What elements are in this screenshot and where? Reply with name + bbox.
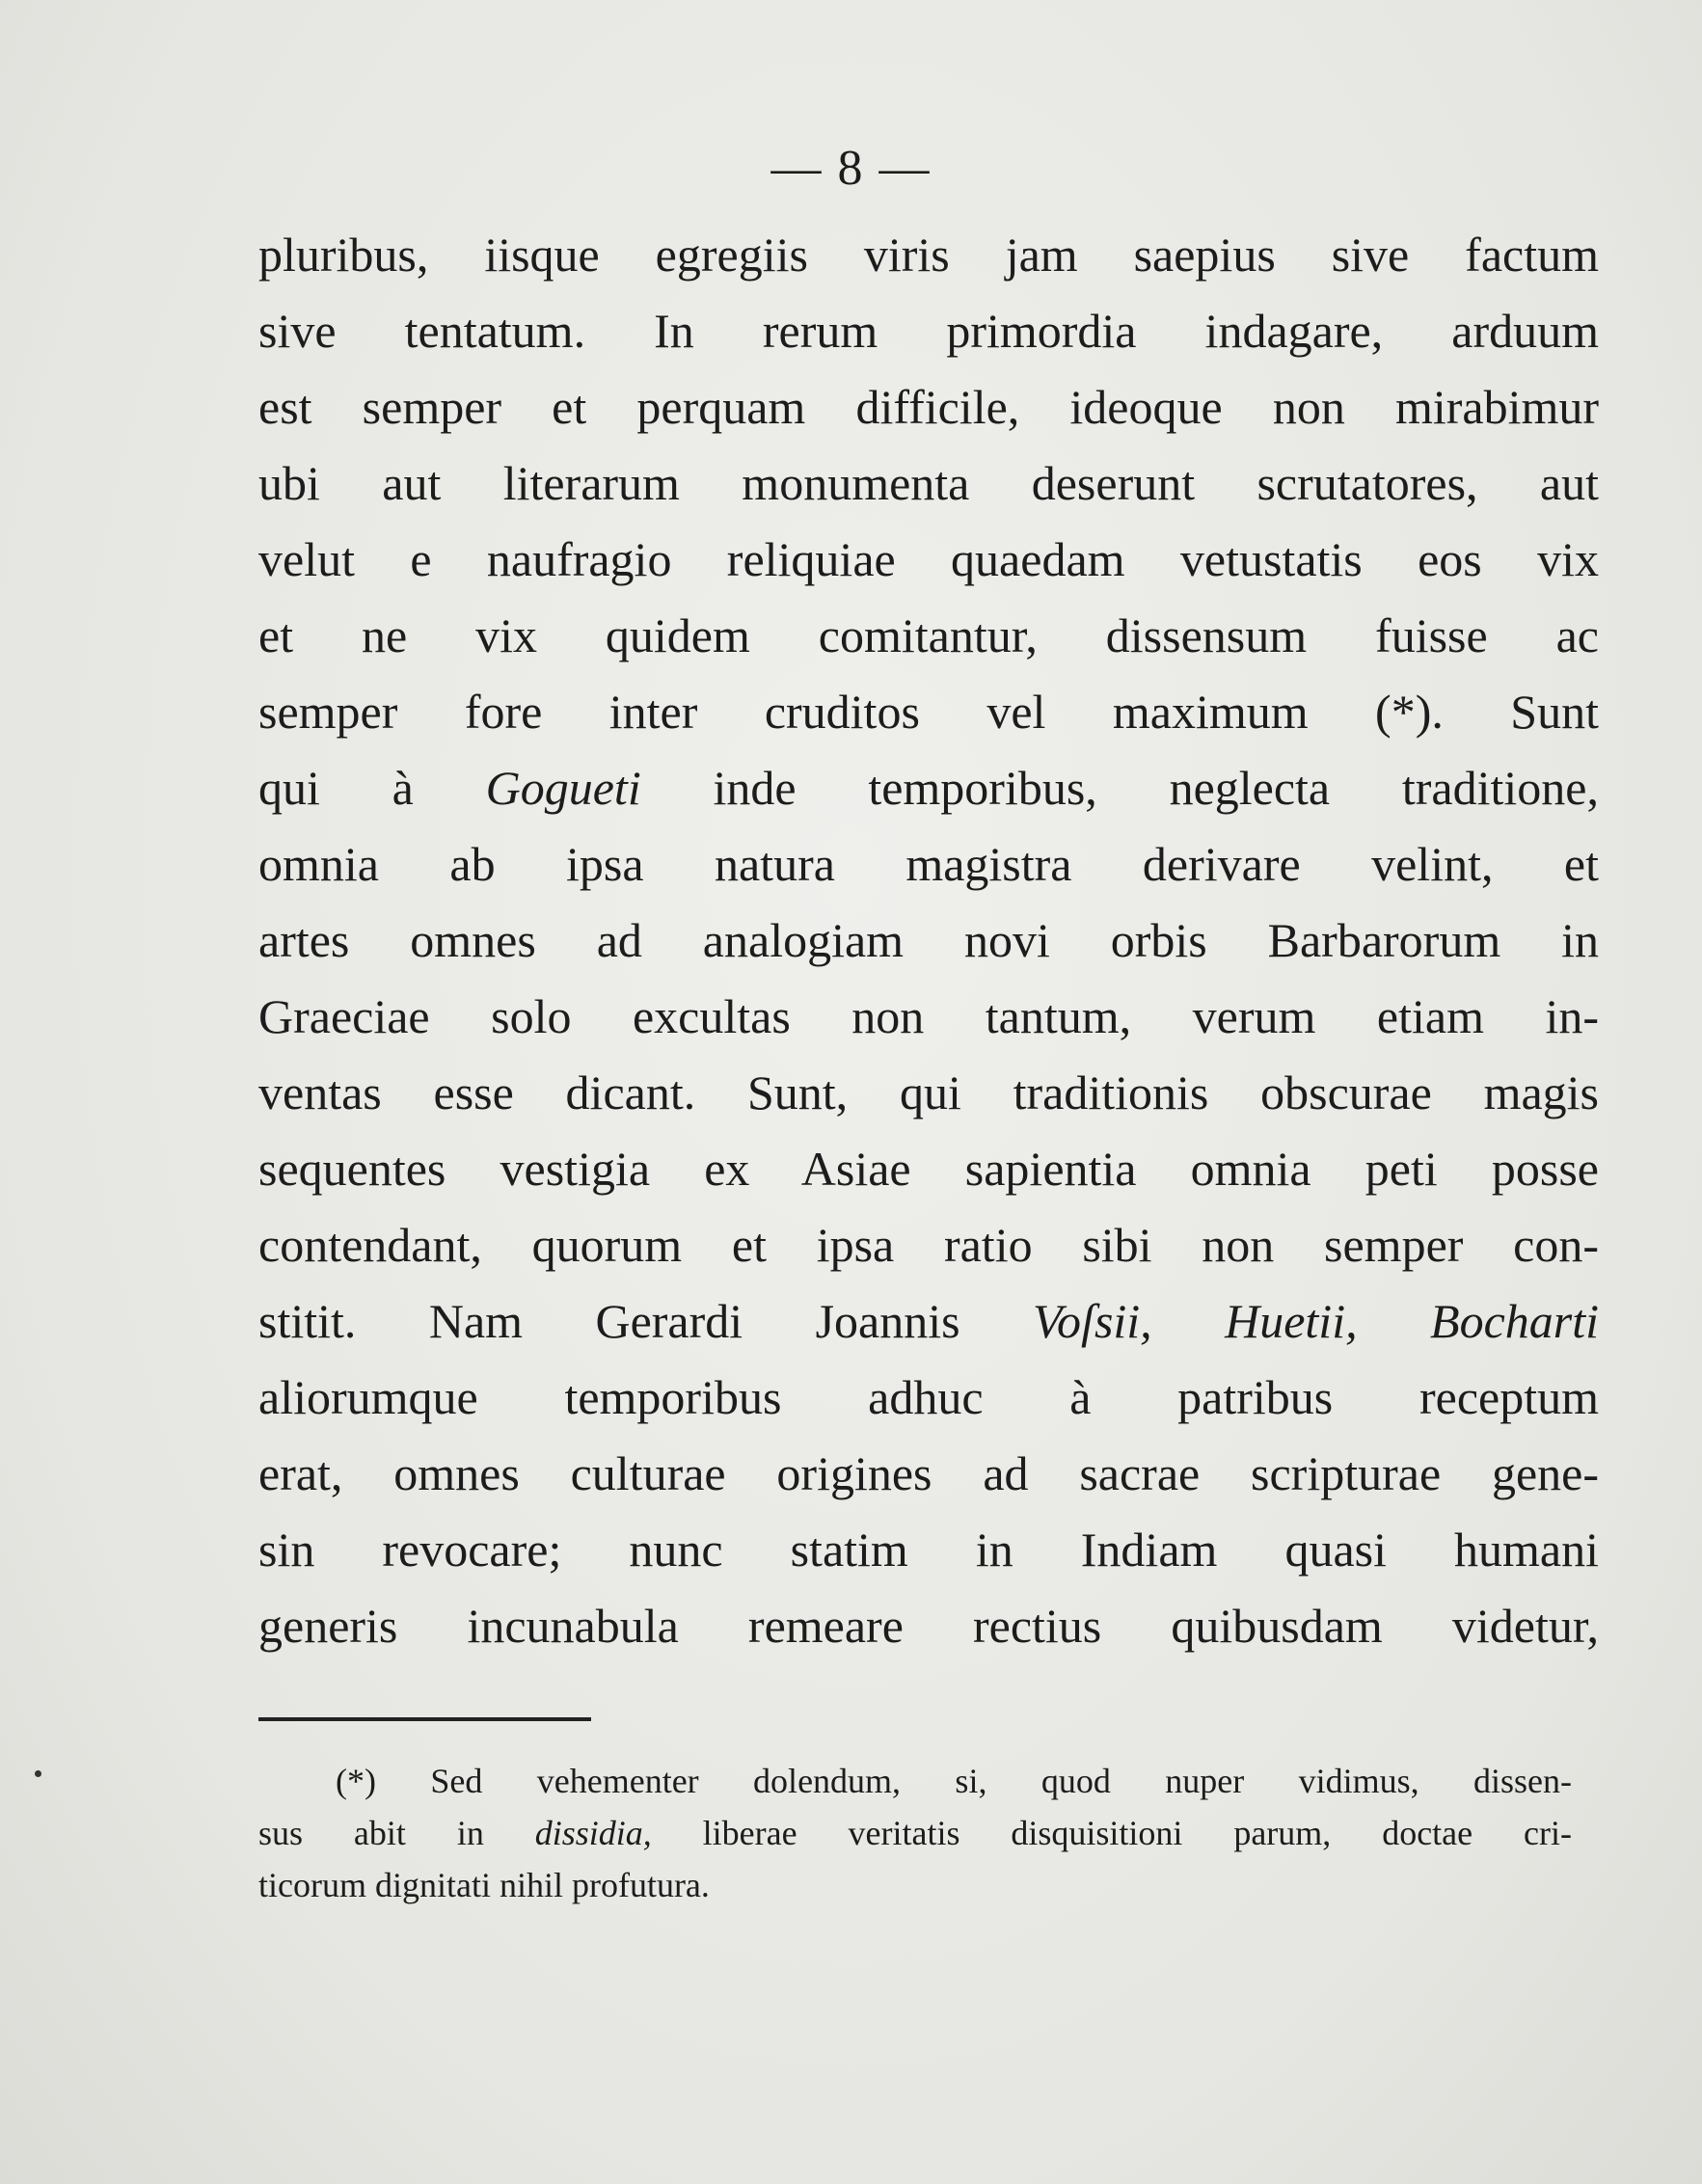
body-line (258, 293, 1599, 369)
text-segment: velut e naufragio reliquiae quaedam vetustatis eos vix (258, 532, 1599, 586)
text-segment: aliorumque temporibus adhuc à patribus receptum (258, 1370, 1599, 1424)
text-segment: generis incunabula remeare rectius quibusdam videtur, (258, 1599, 1599, 1653)
text-segment: et ne vix quidem comitantur, dissensum fuisse ac (258, 608, 1599, 662)
text-segment: contendant, quorum et ipsa ratio sibi non semper con- (258, 1218, 1599, 1272)
ink-speck (35, 1770, 41, 1777)
body-line (258, 1131, 1599, 1207)
body-line (258, 1207, 1599, 1283)
footnote-line (258, 1755, 1572, 1807)
text-segment: (*) Sed vehementer dolendum, si, quod nuper vidimus, dissen- (336, 1762, 1572, 1800)
text-segment: ventas esse dicant. Sunt, qui traditionis obscurae magis (258, 1065, 1599, 1119)
text-segment: qui à (258, 761, 486, 815)
body-line (258, 1360, 1599, 1436)
body-line (258, 217, 1599, 293)
text-segment: erat, omnes culturae origines ad sacrae scripturae gene- (258, 1446, 1599, 1500)
footnote-line (258, 1807, 1572, 1859)
text-segment: sin revocare; nunc statim in Indiam quasi humani (258, 1523, 1599, 1577)
body-line (258, 369, 1599, 445)
text-segment: Graeciae solo excultas non tantum, verum etiam in- (258, 989, 1599, 1043)
text-segment: artes omnes ad analogiam novi orbis Barbarorum in (258, 913, 1599, 967)
body-line (258, 903, 1599, 979)
footnote-separator-rule (258, 1717, 591, 1721)
body-line (258, 750, 1599, 826)
text-segment: ubi aut literarum monumenta deserunt scrutatores, aut (258, 456, 1599, 510)
body-line (258, 1512, 1599, 1588)
text-segment: ticorum dignitati nihil profutura. (258, 1866, 710, 1904)
text-segment: omnia ab ipsa natura magistra derivare velint, et (258, 837, 1599, 891)
body-line (258, 1588, 1599, 1664)
body-line (258, 979, 1599, 1055)
text-segment: sus abit in (258, 1814, 535, 1852)
body-line (258, 1283, 1599, 1360)
body-line (258, 598, 1599, 674)
text-segment: semper fore inter cruditos vel maximum (*). Sunt (258, 685, 1599, 739)
footnote (258, 1755, 1572, 1911)
text-segment: liberae veritatis disquisitioni parum, doctae cri- (651, 1814, 1572, 1852)
text-segment: inde temporibus, neglecta traditione, (640, 761, 1599, 815)
text-segment: pluribus, iisque egregiis viris jam saepius sive factum (258, 228, 1599, 282)
italic-text: Gogueti (485, 761, 641, 815)
text-segment: sive tentatum. In rerum primordia indagare, arduum (258, 304, 1599, 358)
body-line (258, 1436, 1599, 1512)
italic-text: dissidia, (534, 1814, 652, 1852)
text-segment: sequentes vestigia ex Asiae sapientia omnia peti posse (258, 1142, 1599, 1196)
text-segment: est semper et perquam difficile, ideoque non mirabimur (258, 380, 1599, 434)
body-line (258, 1055, 1599, 1131)
body-line (258, 826, 1599, 903)
body-line (258, 522, 1599, 598)
body-text (258, 217, 1599, 1664)
body-line (258, 674, 1599, 750)
body-line (258, 445, 1599, 522)
italic-text: Voſsii, Huetii, Bocharti (1033, 1294, 1600, 1348)
footnote-line (258, 1859, 1572, 1911)
page-number: — 8 — (770, 141, 932, 196)
text-segment: stitit. Nam Gerardi Joannis (258, 1294, 1034, 1348)
